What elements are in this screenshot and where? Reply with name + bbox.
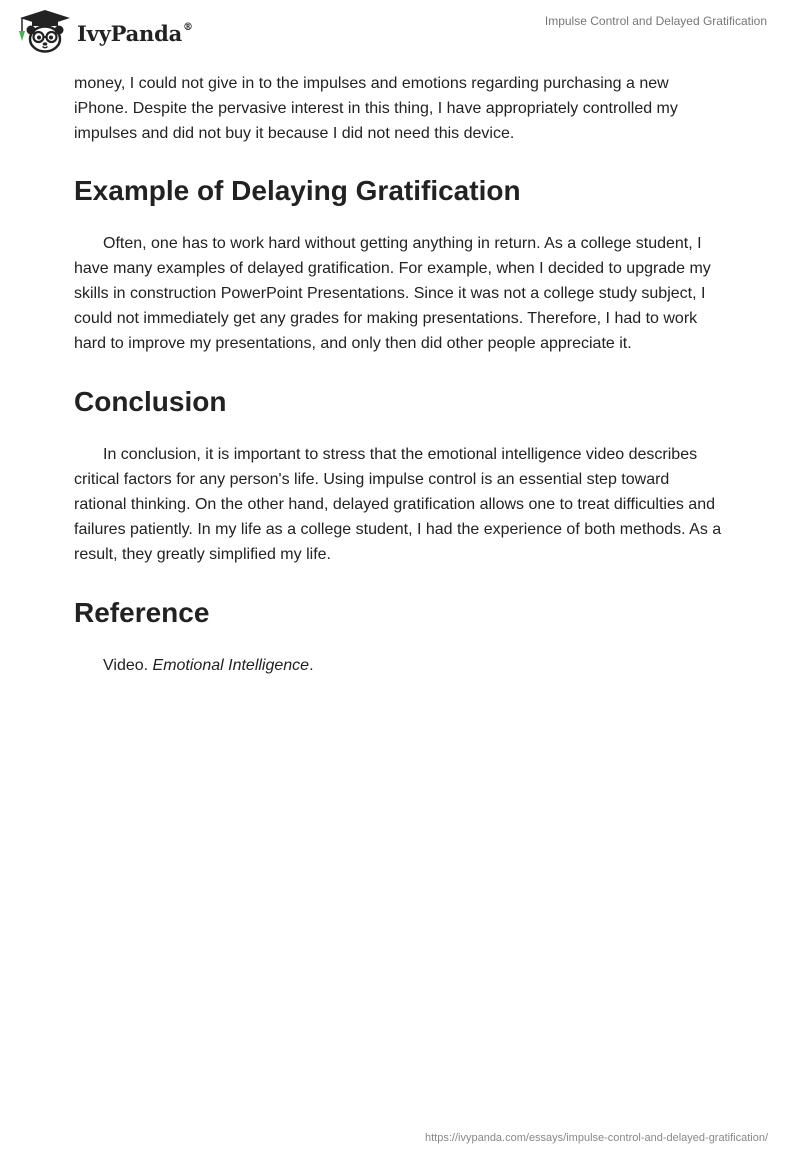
essay-content [74,71,726,678]
page-header [0,0,800,60]
heading-reference: Reference [74,597,210,628]
reference-suffix: . [309,657,314,674]
reference-title: Emotional Intelligence [152,657,310,674]
heading-delaying-gratification: Example of Delaying Gratification [74,175,521,206]
paragraph-delaying-gratification: Often, one has to work hard without getting anything in return. As a college student, I have many examples of delayed gratification. For example, when I decided to upgrade my skills in construction PowerPoint Presentations. Since it was not a college study subject, I could not immediately get any grades for making presentations. Therefore, I had to work hard to improve my presentations, and only then did other people appreciate it. [74,235,711,352]
registered-mark: ® [183,21,193,33]
panda-graduation-cap-icon [16,9,74,53]
document-title: Impulse Control and Delayed Gratification [544,14,767,28]
reference-prefix: Video. [103,657,153,674]
heading-conclusion: Conclusion [74,386,227,417]
reference-entry [74,653,726,678]
intro-paragraph: money, I could not give in to the impulses and emotions regarding purchasing a new iPhone. Despite the pervasive interest in this thing, I have appropriately controlled my impulses and did not buy it because I did not need this device. [74,75,678,142]
source-url[interactable]: https://ivypanda.com/essays/impulse-control-and-delayed-gratification/ [425,1132,768,1144]
ivypanda-logo[interactable] [16,9,193,53]
logo-text: IvyPanda® [77,20,193,46]
paragraph-conclusion: In conclusion, it is important to stress that the emotional intelligence video describes critical factors for any person's life. Using impulse control is an essential step toward rational thinking. On the other hand, delayed gratification allows one to treat difficulties and failures patiently. In my life as a college student, I had the experience of both methods. As a result, they greatly simplified my life. [74,446,722,563]
